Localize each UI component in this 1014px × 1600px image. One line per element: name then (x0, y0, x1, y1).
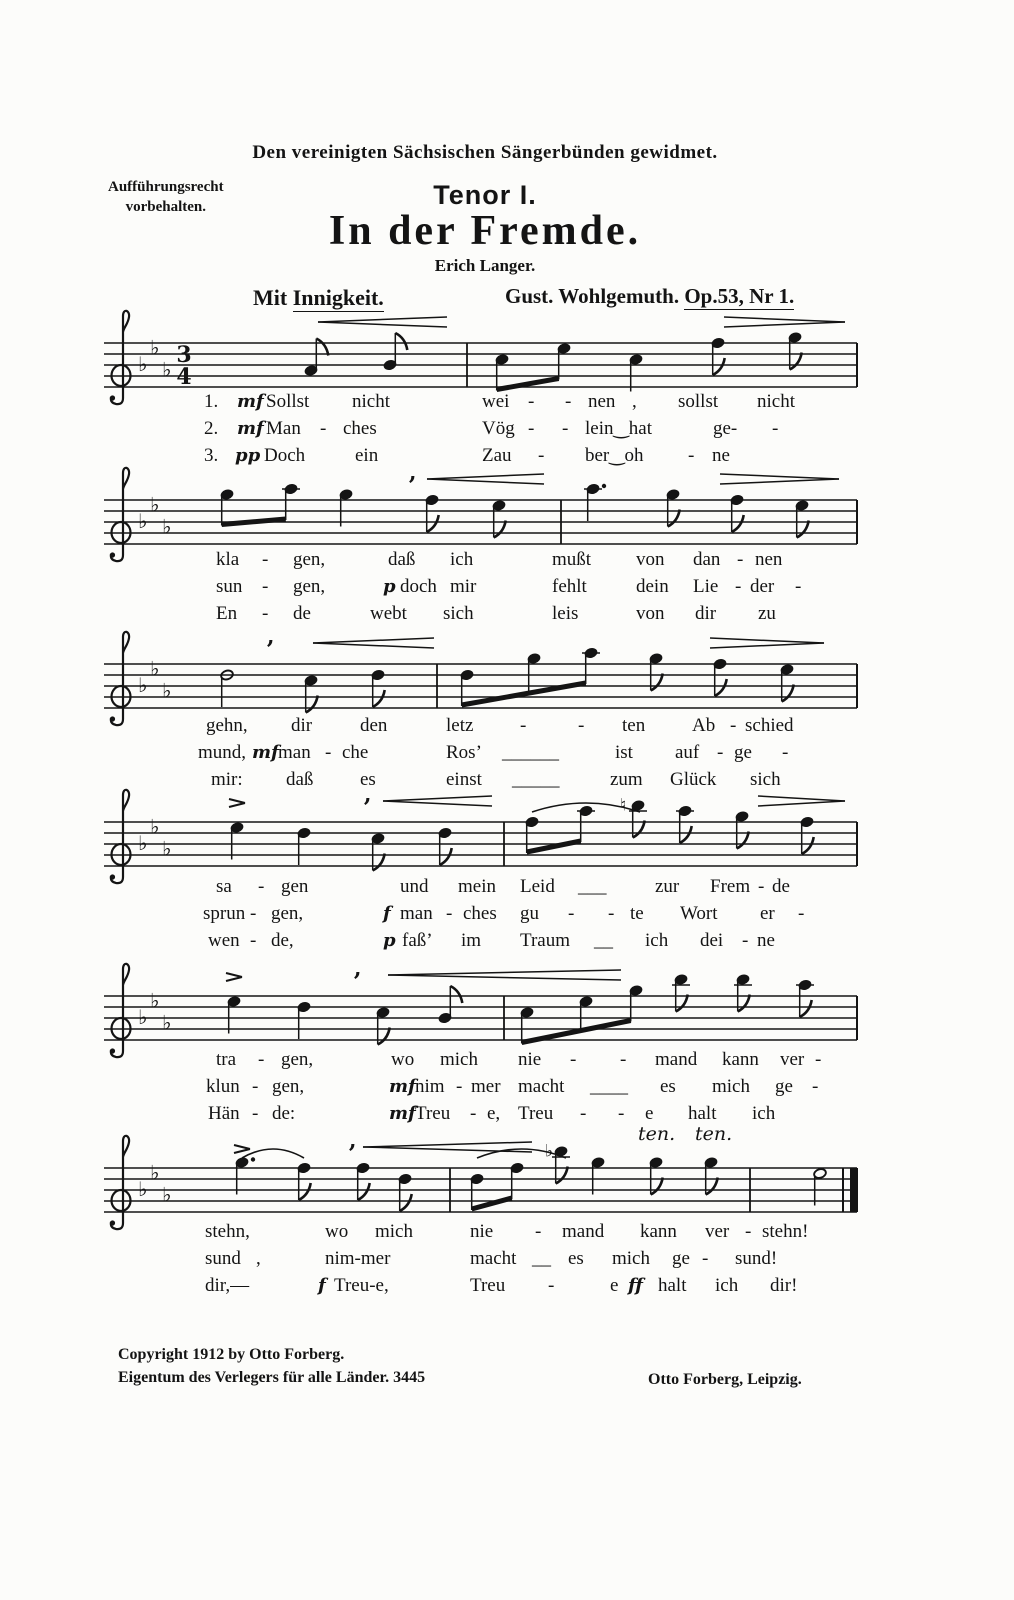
dedication: Den vereinigten Sächsischen Sängerbünden gewidmet. (252, 142, 718, 163)
lyric-token: dir (695, 603, 717, 624)
lyric-token: de, (271, 930, 294, 951)
lyric-token: ge (734, 742, 752, 763)
lyric-token: ist (615, 742, 633, 763)
lyric-token: , (632, 391, 637, 412)
lyric-token: Hän (208, 1103, 240, 1124)
lyric-token: - (717, 742, 724, 763)
lyric-token: dir! (770, 1275, 798, 1296)
lyric-token: sich (750, 769, 781, 790)
lyric-token: 2. (204, 418, 219, 439)
lyric-token: nen (588, 391, 616, 412)
flat-icon: ♭ (162, 1010, 172, 1035)
lyric-token: man (400, 903, 433, 924)
dynamic-marking: mf (237, 391, 264, 412)
lyric-token: gen, (293, 549, 326, 570)
lyric-token: - (737, 549, 744, 570)
lyric-token: - (252, 1076, 259, 1097)
flat-icon: ♭ (150, 1160, 160, 1185)
flat-icon: ♭ (138, 1177, 148, 1201)
slur (242, 1149, 304, 1158)
lyric-token: - (258, 876, 265, 897)
lyric-token: mir (450, 576, 477, 597)
lyric-token: gen, (272, 1076, 305, 1097)
lyric-token: - (535, 1221, 542, 1242)
tempo-prefix: Mit (253, 285, 293, 310)
breath-comma-icon: ’ (348, 1139, 357, 1168)
lyric-token: halt (658, 1275, 687, 1296)
lyric-token: den (360, 715, 388, 736)
flat-icon: ♭ (162, 1182, 172, 1207)
lyric-token: Ab (692, 715, 716, 736)
lyric-token: sund (205, 1248, 241, 1269)
treble-clef-icon (110, 964, 131, 1057)
lyric-token: faß’ (402, 930, 433, 951)
lyric-token: - (548, 1275, 555, 1296)
lyric-token: mund, (198, 742, 247, 763)
lyric-token: sprun (203, 903, 246, 924)
treble-clef-icon (110, 1136, 131, 1229)
lyric-token: der (750, 576, 775, 597)
lyric-token: stehn! (762, 1221, 809, 1242)
lyric-token: wei (482, 391, 510, 412)
lyric-token: 3. (204, 445, 219, 466)
lyric-token: nie (518, 1049, 542, 1070)
lyric-token: ______ (502, 742, 559, 763)
flat-icon: ♭ (138, 352, 148, 376)
lyric-token: nim-mer (325, 1248, 391, 1269)
lyric-token: von (636, 603, 665, 624)
lyric-token: e (645, 1103, 654, 1124)
flat-icon: ♭ (162, 836, 172, 861)
dynamic-marking: ff (628, 1275, 643, 1296)
lyric-token: sollst (678, 391, 719, 412)
lyric-token: te (630, 903, 644, 924)
lyric-token: es (660, 1076, 676, 1097)
lyric-token: gen, (281, 1049, 314, 1070)
lyric-token: sich (443, 603, 474, 624)
flat-icon: ♭ (138, 1005, 148, 1029)
voice-part: Tenor I. (433, 180, 537, 210)
rights-line-2: vorbehalten. (125, 198, 206, 215)
flat-icon: ♭ (150, 814, 160, 839)
lyric-token: zur (655, 876, 680, 897)
lyric-token: gehn, (206, 715, 248, 736)
lyric-token: mer (471, 1076, 501, 1097)
treble-clef-icon (110, 632, 131, 725)
rights-line-1: Aufführungsrecht (108, 179, 224, 195)
lyric-token: Frem (710, 876, 751, 897)
lyric-token: mich (440, 1049, 478, 1070)
lyric-token: Traum (520, 930, 570, 951)
publisher-line: Otto Forberg, Leipzig. (648, 1371, 802, 1388)
lyric-token: ne (757, 930, 775, 951)
lyric-token: - (528, 418, 535, 439)
lyric-token: - (620, 1049, 627, 1070)
lyric-token: mand (655, 1049, 698, 1070)
page-title: In der Fremde. (328, 208, 642, 254)
lyric-token: ches (343, 418, 377, 439)
lyric-token: - (262, 603, 269, 624)
lyric-token: ich (752, 1103, 776, 1124)
lyric-token: - (815, 1049, 822, 1070)
dynamic-marking: p (383, 930, 396, 951)
breath-comma-icon: ’ (363, 793, 372, 822)
ownership-line: Eigentum des Verlegers für alle Länder. 3445 (118, 1369, 426, 1386)
lyric-token: es (360, 769, 376, 790)
lyric-token: - (562, 418, 569, 439)
svg-text:4: 4 (176, 364, 192, 390)
dynamic-marking: pp (235, 445, 261, 466)
dynamic-marking: mf (237, 418, 264, 439)
lyric-token: wen (208, 930, 240, 951)
tempo-word: Innigkeit. (292, 285, 384, 310)
breath-comma-icon: ’ (408, 471, 417, 500)
lyric-token: halt (688, 1103, 717, 1124)
lyric-token: - (688, 445, 695, 466)
treble-clef-icon (110, 790, 131, 883)
lyric-token: ___ (578, 876, 607, 897)
lyric-token: im (461, 930, 482, 951)
treble-clef-icon (110, 311, 131, 404)
lyric-token: - (812, 1076, 819, 1097)
treble-clef-icon (110, 468, 131, 561)
lyric-token: - (758, 876, 765, 897)
flat-icon: ♭ (162, 357, 172, 382)
flat-icon: ♭ (150, 656, 160, 681)
lyric-token: - (608, 903, 615, 924)
lyric-token: sun (216, 576, 243, 597)
lyric-token: - (570, 1049, 577, 1070)
lyric-token: ge- (713, 418, 738, 439)
lyric-token: Sollst (266, 391, 310, 412)
lyric-token: mußt (552, 549, 592, 570)
lyric-token: dan (693, 549, 721, 570)
lyric-token: - (528, 391, 535, 412)
lyric-token: Treu (470, 1275, 506, 1296)
lyric-token: nen (755, 549, 783, 570)
lyric-token: - (520, 715, 527, 736)
lyric-token: Vög (482, 418, 515, 439)
lyricist: Erich Langer. (434, 256, 536, 275)
lyric-token: - (795, 576, 802, 597)
dynamic-marking: f (383, 903, 391, 924)
lyric-token: daß (286, 769, 314, 790)
flat-icon: ♭ (150, 335, 160, 360)
lyric-token: - (446, 903, 453, 924)
lyric-token: leis (552, 603, 579, 624)
lyric-token: kann (722, 1049, 759, 1070)
lyric-token: wo (325, 1221, 349, 1242)
lyric-token: sund! (735, 1248, 778, 1269)
lyric-token: En (216, 603, 238, 624)
lyric-token: - (262, 576, 269, 597)
lyric-token: Wort (680, 903, 718, 924)
lyric-token: de: (272, 1103, 296, 1124)
lyric-token: - (730, 715, 737, 736)
lyric-token: Treu-e, (334, 1275, 389, 1296)
lyric-token: letz (446, 715, 474, 736)
lyric-token: - (798, 903, 805, 924)
dynamic-marking: mf (252, 742, 279, 763)
lyric-token: - (580, 1103, 587, 1124)
flat-icon: ♭ (138, 509, 148, 533)
lyric-token: - (258, 1049, 265, 1070)
lyric-token: che (342, 742, 369, 763)
flat-icon: ♭ (150, 988, 160, 1013)
composer-opus: Op.53, Nr 1. (684, 284, 795, 308)
lyric-token: dir,— (205, 1275, 250, 1296)
lyric-token: - (745, 1221, 752, 1242)
lyric-token: ____ (590, 1076, 628, 1097)
lyric-token: klun (206, 1076, 240, 1097)
flat-icon: ♭ (138, 673, 148, 697)
lyric-token: ge (775, 1076, 793, 1097)
copyright-line: Copyright 1912 by Otto Forberg. (118, 1346, 345, 1363)
lyric-token: de (293, 603, 311, 624)
composer-name: Gust. Wohlgemuth. (505, 284, 680, 308)
flat-icon: ♭ (138, 831, 148, 855)
lyric-token: _____ (512, 769, 560, 790)
breath-comma-icon: ’ (353, 967, 362, 996)
lyric-token: gen, (293, 576, 326, 597)
lyric-token: Treu (518, 1103, 554, 1124)
lyric-token: - (456, 1076, 463, 1097)
lyric-token: zum (610, 769, 643, 790)
lyric-token: webt (370, 603, 407, 624)
lyric-token: ten (622, 715, 646, 736)
lyric-token: ich (450, 549, 474, 570)
lyric-token: mir: (211, 769, 243, 790)
lyric-token: , (256, 1248, 261, 1269)
lyric-token: fehlt (552, 576, 587, 597)
lyric-token: nie (470, 1221, 494, 1242)
lyric-token: 1. (204, 391, 219, 412)
lyric-token: Leid (520, 876, 555, 897)
lyric-token: - (735, 576, 742, 597)
lyric-token: wo (391, 1049, 415, 1070)
lyric-token: - (538, 445, 545, 466)
dynamic-marking: mf (389, 1076, 416, 1097)
lyric-token: kann (640, 1221, 677, 1242)
lyric-token: __ (594, 930, 613, 951)
lyric-token: __ (532, 1248, 551, 1269)
lyric-token: - (702, 1248, 709, 1269)
flat-icon: ♭ (545, 1141, 554, 1162)
lyric-token: de (772, 876, 790, 897)
lyric-token: ich (715, 1275, 739, 1296)
lyric-token: Man (266, 418, 301, 439)
flat-icon: ♭ (162, 678, 172, 703)
lyric-token: man (278, 742, 311, 763)
lyric-token: dei (700, 930, 724, 951)
lyric-token: lein‿hat (585, 418, 652, 439)
lyric-token: - (250, 903, 257, 924)
lyric-token: kla (216, 549, 240, 570)
lyric-token: mich (375, 1221, 413, 1242)
lyric-token: einst (446, 769, 482, 790)
lyric-token: Zau (482, 445, 512, 466)
lyric-token: von (636, 549, 665, 570)
lyric-token: - (772, 418, 779, 439)
svg-text:3: 3 (176, 342, 192, 368)
dynamic-marking: f (318, 1275, 326, 1296)
dynamic-marking: mf (389, 1103, 416, 1124)
lyric-token: ver (780, 1049, 805, 1070)
natural-icon: ♮ (620, 795, 627, 816)
lyric-token: gen (281, 876, 309, 897)
lyric-token: - (742, 930, 749, 951)
lyric-token: dein (636, 576, 669, 597)
tenuto-text: ten. (695, 1123, 733, 1145)
lyric-token: ich (645, 930, 669, 951)
lyric-token: Glück (670, 769, 717, 790)
lyric-token: - (325, 742, 332, 763)
tenuto-text: ten. (638, 1123, 676, 1145)
lyric-token: ein (355, 445, 379, 466)
lyric-token: - (252, 1103, 259, 1124)
lyric-token: schied (745, 715, 794, 736)
lyric-token: - (320, 418, 327, 439)
lyric-token: doch (400, 576, 437, 597)
lyric-token: Ros’ (446, 742, 482, 763)
lyric-token: - (578, 715, 585, 736)
lyric-token: sa (216, 876, 232, 897)
lyric-token: mand (562, 1221, 605, 1242)
lyric-token: zu (758, 603, 776, 624)
lyric-token: - (250, 930, 257, 951)
dynamic-marking: p (383, 576, 396, 597)
lyric-token: auf (675, 742, 700, 763)
lyric-token: mich (612, 1248, 650, 1269)
lyric-token: tra (216, 1049, 237, 1070)
lyric-token: ches (463, 903, 497, 924)
flat-icon: ♭ (150, 492, 160, 517)
lyric-token: nim (415, 1076, 445, 1097)
lyric-token: es (568, 1248, 584, 1269)
lyric-token: - (262, 549, 269, 570)
lyric-token: und (400, 876, 429, 897)
lyric-token: Treu (415, 1103, 451, 1124)
lyric-token: gu (520, 903, 539, 924)
lyric-token: - (470, 1103, 477, 1124)
lyric-token: - (565, 391, 572, 412)
breath-comma-icon: ’ (266, 635, 275, 664)
lyric-token: Doch (264, 445, 306, 466)
lyric-token: er (760, 903, 775, 924)
lyric-token: ver (705, 1221, 730, 1242)
lyric-token: macht (518, 1076, 565, 1097)
lyric-token: nicht (352, 391, 390, 412)
flat-icon: ♭ (162, 514, 172, 539)
lyric-token: nicht (757, 391, 795, 412)
lyric-token: dir (291, 715, 313, 736)
lyric-token: ne (712, 445, 730, 466)
lyric-token: - (782, 742, 789, 763)
lyric-token: mein (458, 876, 496, 897)
lyric-token: ge (672, 1248, 690, 1269)
lyric-token: e, (487, 1103, 501, 1124)
lyric-token: mich (712, 1076, 750, 1097)
lyric-token: macht (470, 1248, 517, 1269)
lyric-token: gen, (271, 903, 304, 924)
lyric-token: e (610, 1275, 619, 1296)
lyric-token: - (568, 903, 575, 924)
lyric-token: daß (388, 549, 416, 570)
lyric-token: ber‿oh (585, 445, 644, 466)
lyric-token: Lie (693, 576, 719, 597)
lyric-token: stehn, (205, 1221, 250, 1242)
lyric-token: - (618, 1103, 625, 1124)
